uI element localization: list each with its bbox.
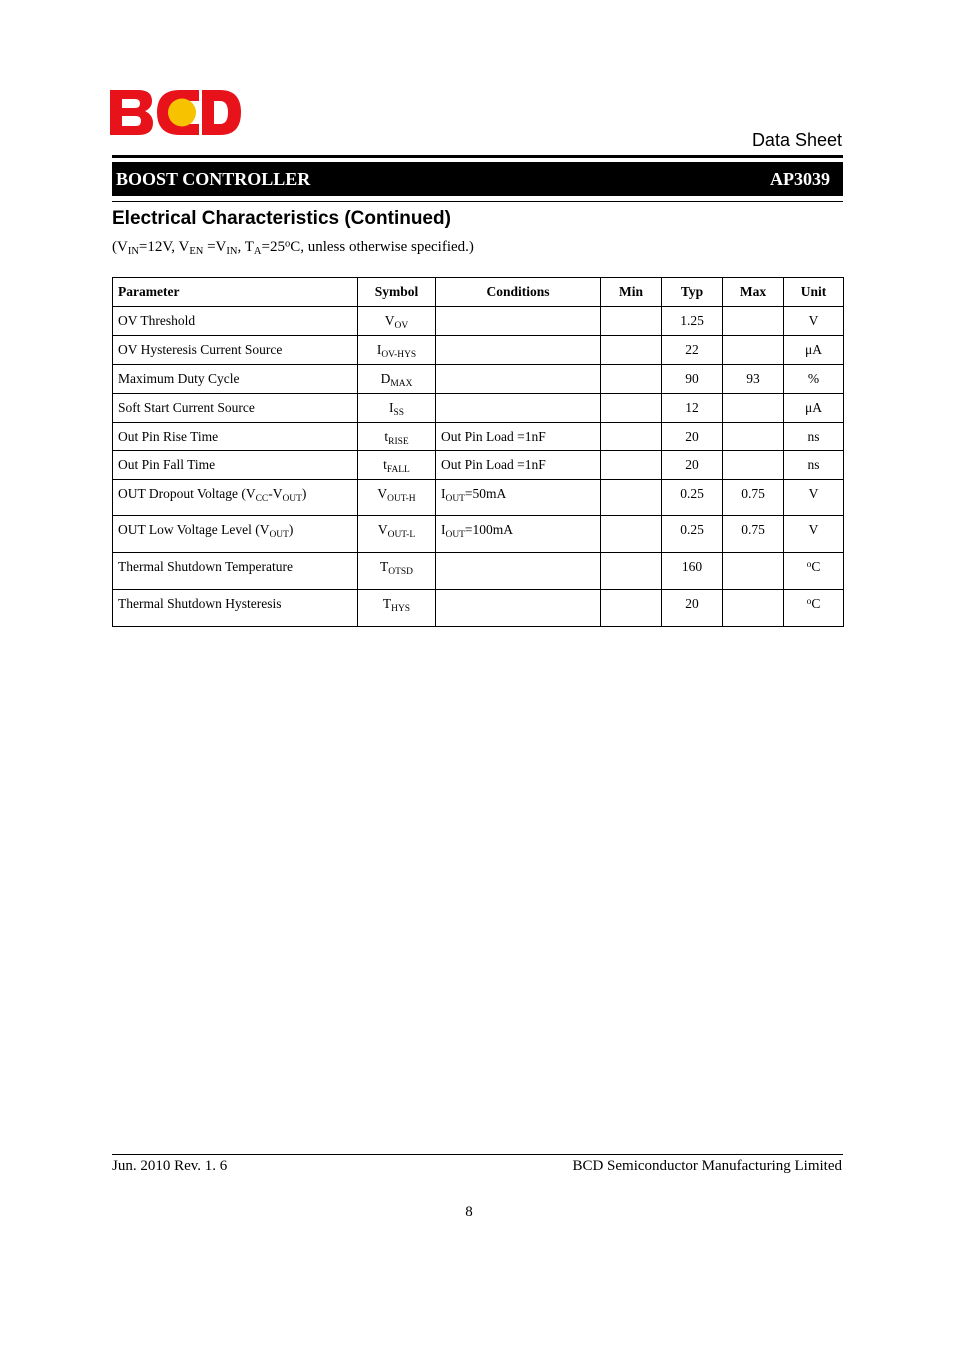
parameter-cell: OUT Low Voltage Level $(V_{OUT})$ bbox=[113, 516, 358, 553]
unit-cell: ns bbox=[784, 423, 844, 451]
footer-date-revision: Jun. 2010 Rev. 1. 6 bbox=[112, 1158, 228, 1174]
symbol-cell: $I_{SS}$ bbox=[358, 394, 436, 423]
conditions-cell bbox=[436, 394, 601, 423]
logo-letter-b bbox=[110, 90, 153, 135]
logo-dot bbox=[168, 99, 196, 127]
col-header-parameter: Parameter bbox=[113, 278, 358, 307]
typ-cell: 160 bbox=[662, 553, 723, 590]
max-cell bbox=[723, 590, 784, 627]
conditions-cell: Out Pin Load =1nF bbox=[436, 451, 601, 480]
max-cell bbox=[723, 423, 784, 451]
product-title: BOOST CONTROLLER bbox=[116, 168, 311, 189]
conditions-cell bbox=[436, 336, 601, 365]
col-header-symbol: Symbol bbox=[358, 278, 436, 307]
table-row bbox=[113, 307, 844, 336]
conditions-cell bbox=[436, 590, 601, 627]
max-cell bbox=[723, 394, 784, 423]
symbol-cell: $V_{OUT-L}$ bbox=[358, 516, 436, 553]
typ-cell: 1.25 bbox=[662, 307, 723, 336]
typ-cell: 20 bbox=[662, 590, 723, 627]
table-row bbox=[113, 394, 844, 423]
unit-cell: V bbox=[784, 480, 844, 516]
unit-cell: V bbox=[784, 307, 844, 336]
min-cell bbox=[601, 516, 662, 553]
max-cell: 0.75 bbox=[723, 516, 784, 553]
conditions-cell bbox=[436, 307, 601, 336]
table-row bbox=[113, 336, 844, 365]
min-cell bbox=[601, 336, 662, 365]
page-number: 8 bbox=[465, 1204, 473, 1220]
bcd-logo bbox=[110, 88, 242, 136]
typ-cell: 90 bbox=[662, 365, 723, 394]
unit-cell: $^o$C bbox=[784, 553, 844, 590]
typ-cell: 12 bbox=[662, 394, 723, 423]
max-cell bbox=[723, 336, 784, 365]
header-rule-bottom bbox=[112, 201, 843, 202]
min-cell bbox=[601, 451, 662, 480]
min-cell bbox=[601, 423, 662, 451]
parameter-cell: Out Pin Rise Time bbox=[113, 423, 358, 451]
parameter-cell: OUT Dropout Voltage $(V_{CC}-V_{OUT})$ bbox=[113, 480, 358, 516]
table-header-row bbox=[113, 278, 844, 307]
symbol-cell: $I_{OV-HYS}$ bbox=[358, 336, 436, 365]
unit-cell: ns bbox=[784, 451, 844, 480]
symbol-cell: $V_{OUT-H}$ bbox=[358, 480, 436, 516]
typ-cell: 0.25 bbox=[662, 480, 723, 516]
conditions-cell: $I_{OUT}=100mA$ bbox=[436, 516, 601, 553]
parameter-cell: Thermal Shutdown Hysteresis bbox=[113, 590, 358, 627]
table-row bbox=[113, 553, 844, 590]
title-bar bbox=[112, 162, 843, 196]
max-cell: 0.75 bbox=[723, 480, 784, 516]
min-cell bbox=[601, 590, 662, 627]
col-header-typ: Typ bbox=[662, 278, 723, 307]
part-number: AP3039 bbox=[770, 168, 830, 189]
symbol-cell: $T_{OTSD}$ bbox=[358, 553, 436, 590]
test-conditions-note: ($V_{IN}=12V$, $V_{EN} =V_{IN}$, $T_A=25^oC$, unless otherwise specified.) bbox=[112, 238, 474, 258]
symbol-cell: $V_{OV}$ bbox=[358, 307, 436, 336]
electrical-characteristics-table bbox=[112, 277, 844, 627]
unit-cell: μA bbox=[784, 394, 844, 423]
min-cell bbox=[601, 394, 662, 423]
unit-cell: $^o$C bbox=[784, 590, 844, 627]
section-title: Electrical Characteristics (Continued) bbox=[112, 208, 451, 229]
table-row bbox=[113, 590, 844, 627]
doc-type-label: Data Sheet bbox=[751, 130, 842, 150]
table-row bbox=[113, 516, 844, 553]
footer-rule bbox=[112, 1154, 843, 1155]
parameter-cell: Thermal Shutdown Temperature bbox=[113, 553, 358, 590]
min-cell bbox=[601, 553, 662, 590]
logo-letter-d bbox=[202, 90, 241, 135]
table-row bbox=[113, 423, 844, 451]
symbol-cell: $t_{RISE}$ bbox=[358, 423, 436, 451]
parameter-cell: Out Pin Fall Time bbox=[113, 451, 358, 480]
unit-cell: % bbox=[784, 365, 844, 394]
conditions-cell: $I_{OUT}=50mA$ bbox=[436, 480, 601, 516]
typ-cell: 20 bbox=[662, 451, 723, 480]
min-cell bbox=[601, 307, 662, 336]
max-cell: 93 bbox=[723, 365, 784, 394]
max-cell bbox=[723, 307, 784, 336]
footer-company: BCD Semiconductor Manufacturing Limited bbox=[572, 1158, 842, 1174]
parameter-cell: Soft Start Current Source bbox=[113, 394, 358, 423]
col-header-conditions: Conditions bbox=[436, 278, 601, 307]
col-header-unit: Unit bbox=[784, 278, 844, 307]
table-row bbox=[113, 451, 844, 480]
col-header-max: Max bbox=[723, 278, 784, 307]
max-cell bbox=[723, 553, 784, 590]
min-cell bbox=[601, 480, 662, 516]
table-row bbox=[113, 365, 844, 394]
conditions-cell: Out Pin Load =1nF bbox=[436, 423, 601, 451]
table-row bbox=[113, 480, 844, 516]
parameter-cell: OV Hysteresis Current Source bbox=[113, 336, 358, 365]
unit-cell: μA bbox=[784, 336, 844, 365]
min-cell bbox=[601, 365, 662, 394]
max-cell bbox=[723, 451, 784, 480]
parameter-cell: Maximum Duty Cycle bbox=[113, 365, 358, 394]
typ-cell: 20 bbox=[662, 423, 723, 451]
typ-cell: 22 bbox=[662, 336, 723, 365]
conditions-cell bbox=[436, 553, 601, 590]
typ-cell: 0.25 bbox=[662, 516, 723, 553]
symbol-cell: $t_{FALL}$ bbox=[358, 451, 436, 480]
symbol-cell: $D_{MAX}$ bbox=[358, 365, 436, 394]
header-rule-top bbox=[112, 155, 843, 158]
parameter-cell: OV Threshold bbox=[113, 307, 358, 336]
conditions-cell bbox=[436, 365, 601, 394]
col-header-min: Min bbox=[601, 278, 662, 307]
symbol-cell: $T_{HYS}$ bbox=[358, 590, 436, 627]
unit-cell: V bbox=[784, 516, 844, 553]
